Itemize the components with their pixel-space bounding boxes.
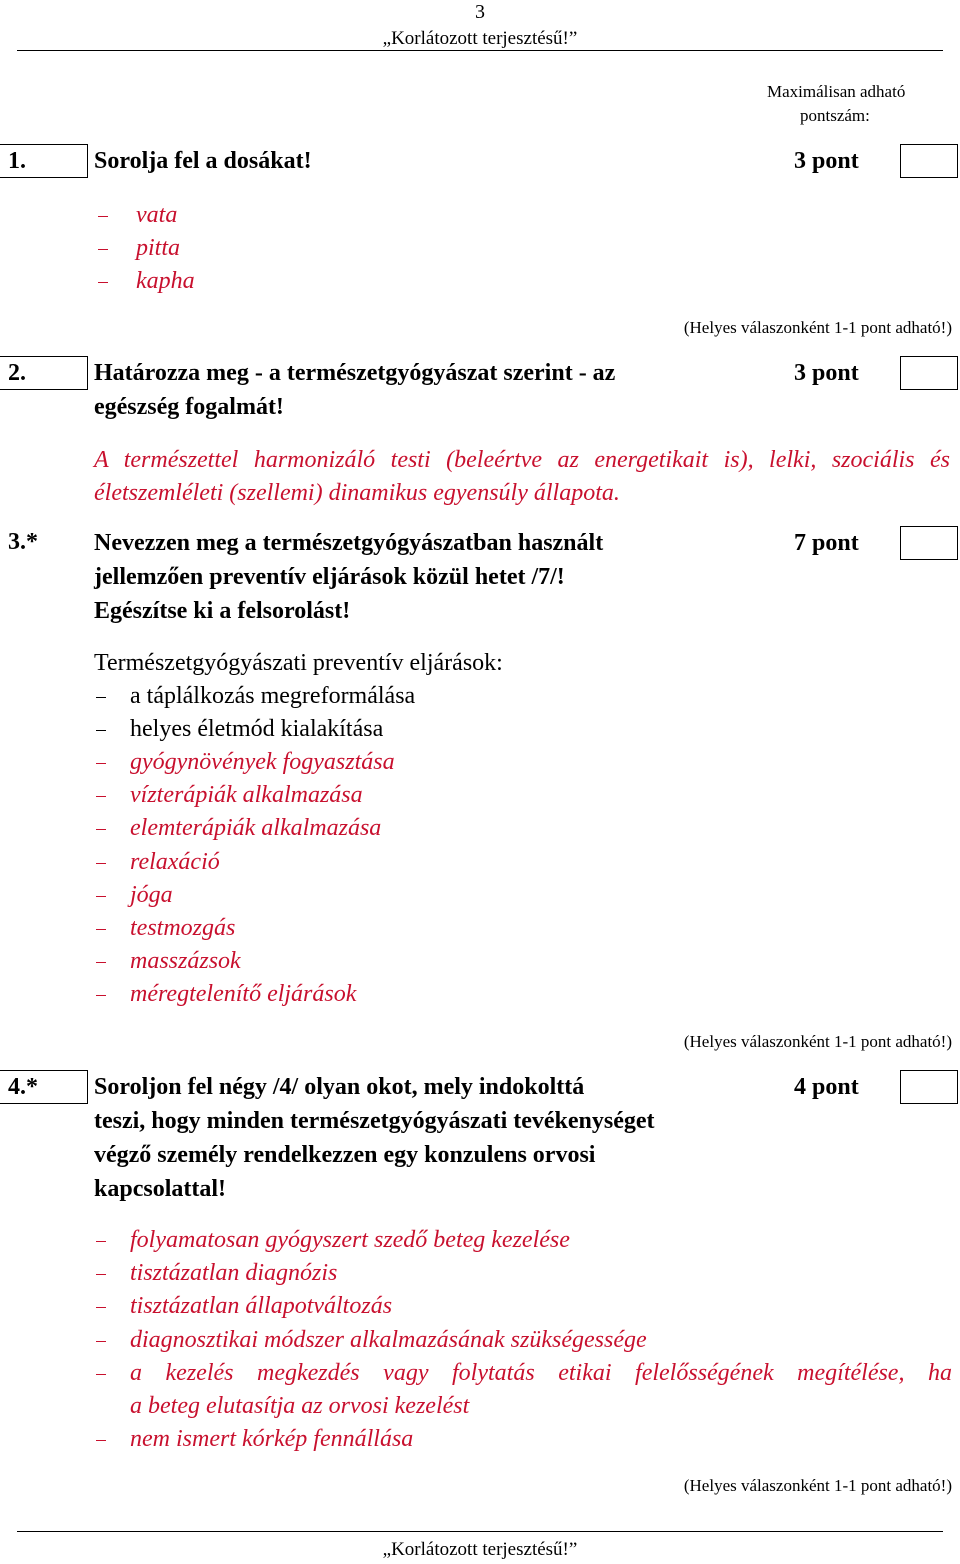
- answer-line2: a beteg elutasítja az orvosi kezelést: [130, 1393, 470, 1420]
- answer-list: [130, 1224, 647, 1357]
- question-text-line4: kapcsolattal!: [94, 1176, 226, 1202]
- max-points-label-line2: pontszám:: [800, 106, 870, 125]
- list-item: vízterápiák alkalmazása: [130, 779, 395, 812]
- scoring-note: (Helyes válaszonként 1-1 pont adható!): [683, 1476, 952, 1495]
- list-item: tisztázatlan állapotváltozás: [130, 1290, 647, 1323]
- question-number: 2.: [0, 356, 88, 390]
- list-item-multiline: [130, 1357, 952, 1423]
- score-box[interactable]: [900, 1070, 958, 1104]
- header-restriction: „Korlátozott terjesztésű!”: [382, 28, 578, 49]
- answer-line1: a kezelés megkezdés vagy folytatás etikai felelősségének megítélése, ha: [130, 1360, 952, 1386]
- score-box[interactable]: [900, 526, 958, 560]
- list-item: relaxáció: [130, 846, 395, 879]
- scoring-note: (Helyes válaszonként 1-1 pont adható!): [683, 318, 952, 337]
- question-text-line3: végző személy rendelkezzen egy konzulens orvosi: [94, 1142, 596, 1168]
- list-intro: Természetgyógyászati preventív eljárások:: [94, 650, 503, 676]
- question-text-line2: teszi, hogy minden természetgyógyászati tevékenységet: [94, 1108, 655, 1134]
- scoring-note: (Helyes válaszonként 1-1 pont adható!): [683, 1032, 952, 1051]
- points-label: 7 pont: [794, 530, 859, 556]
- question-text-line2: egészség fogalmát!: [94, 394, 284, 420]
- list-item: helyes életmód kialakítása: [130, 713, 415, 746]
- list-item: diagnosztikai módszer alkalmazásának szükségessége: [130, 1324, 647, 1357]
- question-number: 1.: [0, 144, 88, 178]
- question-text-line1: Határozza meg - a természetgyógyászat szerint - az: [94, 360, 616, 386]
- answer-list-end: [130, 1423, 413, 1456]
- question-text-line3: Egészítse ki a felsorolást!: [94, 598, 351, 624]
- question-text-line2: jellemzően preventív eljárások közül hetet /7/!: [94, 564, 565, 590]
- points-label: 3 pont: [794, 360, 859, 386]
- list-item: jóga: [130, 879, 395, 912]
- list-item: tisztázatlan diagnózis: [130, 1257, 647, 1290]
- footer-restriction: „Korlátozott terjesztésű!”: [382, 1539, 578, 1560]
- answer-list: [136, 199, 195, 299]
- list-item: folyamatosan gyógyszert szedő beteg kezelése: [130, 1224, 647, 1257]
- page-number: 3: [475, 1, 485, 23]
- footer-divider: [17, 1531, 943, 1532]
- question-text: Sorolja fel a dosákat!: [94, 148, 312, 174]
- list-item: méregtelenítő eljárások: [130, 978, 395, 1011]
- list-item: kapha: [136, 265, 195, 298]
- question-text-line1: Soroljon fel négy /4/ olyan okot, mely indokolttá: [94, 1074, 585, 1100]
- answer-list: [130, 746, 395, 1012]
- answer-paragraph: A természettel harmonizáló testi (beleértve az energetikait is), lelki, szociális és életszemléleti (szellemi) dinamikus egyensúly állapota.: [94, 447, 950, 506]
- list-item: elemterápiák alkalmazása: [130, 812, 395, 845]
- list-item: a táplálkozás megreformálása: [130, 680, 415, 713]
- given-list: [130, 680, 415, 746]
- points-label: 3 pont: [794, 148, 859, 174]
- score-box[interactable]: [900, 356, 958, 390]
- list-item: nem ismert kórkép fennállása: [130, 1423, 413, 1456]
- list-item: masszázsok: [130, 945, 395, 978]
- max-points-label-line1: Maximálisan adható: [767, 82, 906, 101]
- question-number: 4.*: [0, 1070, 88, 1104]
- question-number: 3.*: [8, 529, 38, 555]
- header-divider: [17, 50, 943, 51]
- points-label: 4 pont: [794, 1074, 859, 1100]
- score-box[interactable]: [900, 144, 958, 178]
- question-text-line1: Nevezzen meg a természetgyógyászatban használt: [94, 530, 604, 556]
- list-item: vata: [136, 199, 195, 232]
- list-item: gyógynövények fogyasztása: [130, 746, 395, 779]
- list-item: pitta: [136, 232, 195, 265]
- list-item: testmozgás: [130, 912, 395, 945]
